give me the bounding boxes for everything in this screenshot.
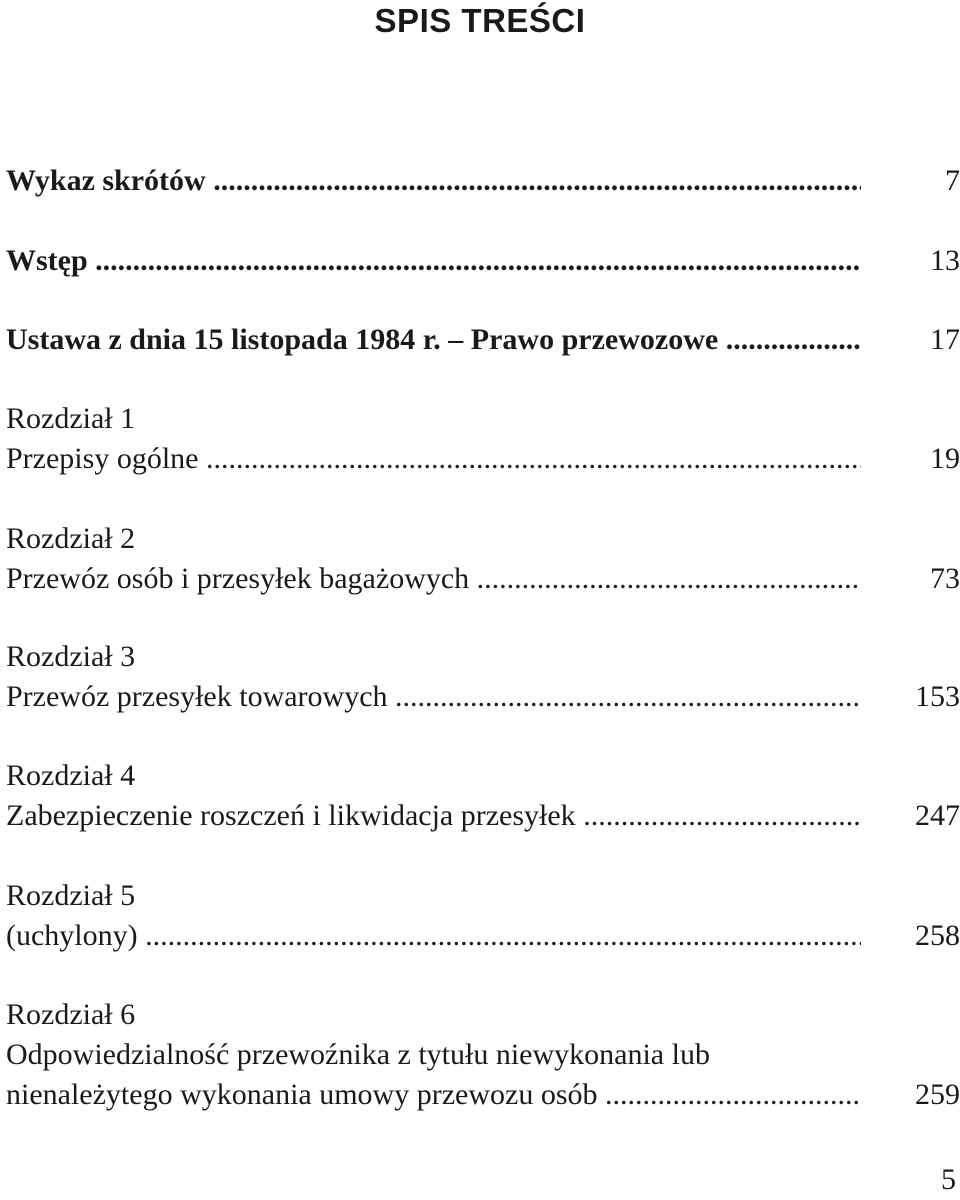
toc-entry-title: Przepisy ogólne ..... <box>6 439 861 479</box>
toc-page-number: 19 <box>930 442 960 475</box>
toc-entry-chapter-4[interactable] <box>6 756 960 836</box>
toc-entry-act[interactable] <box>6 320 960 360</box>
toc-entry-title: Ustawa z dnia 15 listopada 1984 r. – Prawo przewozowe ..... <box>6 320 861 360</box>
toc-chapter-label: Rozdział 2 <box>6 522 136 555</box>
toc-entry-chapter-5[interactable] <box>6 876 960 956</box>
toc-page-number: 259 <box>915 1078 960 1111</box>
toc-entry-title-line1: Odpowiedzialność przewoźnika z tytułu niewykonania lub <box>6 1038 710 1071</box>
toc-page-number: 73 <box>930 562 960 595</box>
toc-entry-chapter-1[interactable] <box>6 399 960 479</box>
toc-entry-abbreviations[interactable] <box>6 161 960 201</box>
toc-page-number: 153 <box>915 680 960 713</box>
toc-chapter-label: Rozdział 6 <box>6 998 136 1031</box>
toc-chapter-label: Rozdział 5 <box>6 879 136 912</box>
toc-entry-chapter-2[interactable] <box>6 519 960 599</box>
toc-entry-title: Wstęp ..... <box>6 241 861 281</box>
toc-entry-introduction[interactable] <box>6 241 960 281</box>
toc-entry-chapter-3[interactable] <box>6 637 960 717</box>
toc-chapter-label: Rozdział 4 <box>6 759 136 792</box>
page-number: 5 <box>941 1163 956 1196</box>
toc-page-number: 17 <box>930 323 960 356</box>
toc-entry-chapter-6[interactable] <box>6 995 960 1115</box>
toc-entry-title: Przewóz osób i przesyłek bagażowych ..... <box>6 559 861 599</box>
toc-page-number: 258 <box>915 919 960 952</box>
toc-page-number: 7 <box>945 164 960 197</box>
toc-chapter-label: Rozdział 1 <box>6 402 136 435</box>
toc-entry-title: (uchylony) ..... <box>6 916 861 956</box>
toc-chapter-label: Rozdział 3 <box>6 640 136 673</box>
toc-entry-title: Wykaz skrótów ..... <box>6 161 861 201</box>
toc-entry-title: Przewóz przesyłek towarowych ..... <box>6 677 861 717</box>
page-title: SPIS TREŚCI <box>374 2 586 39</box>
toc-entry-title: nienależytego wykonania umowy przewozu osób ..... <box>6 1075 861 1115</box>
toc-entry-title: Zabezpieczenie roszczeń i likwidacja przesyłek ..... <box>6 796 861 836</box>
toc-page-number: 247 <box>915 799 960 832</box>
toc-page-number: 13 <box>930 244 960 277</box>
